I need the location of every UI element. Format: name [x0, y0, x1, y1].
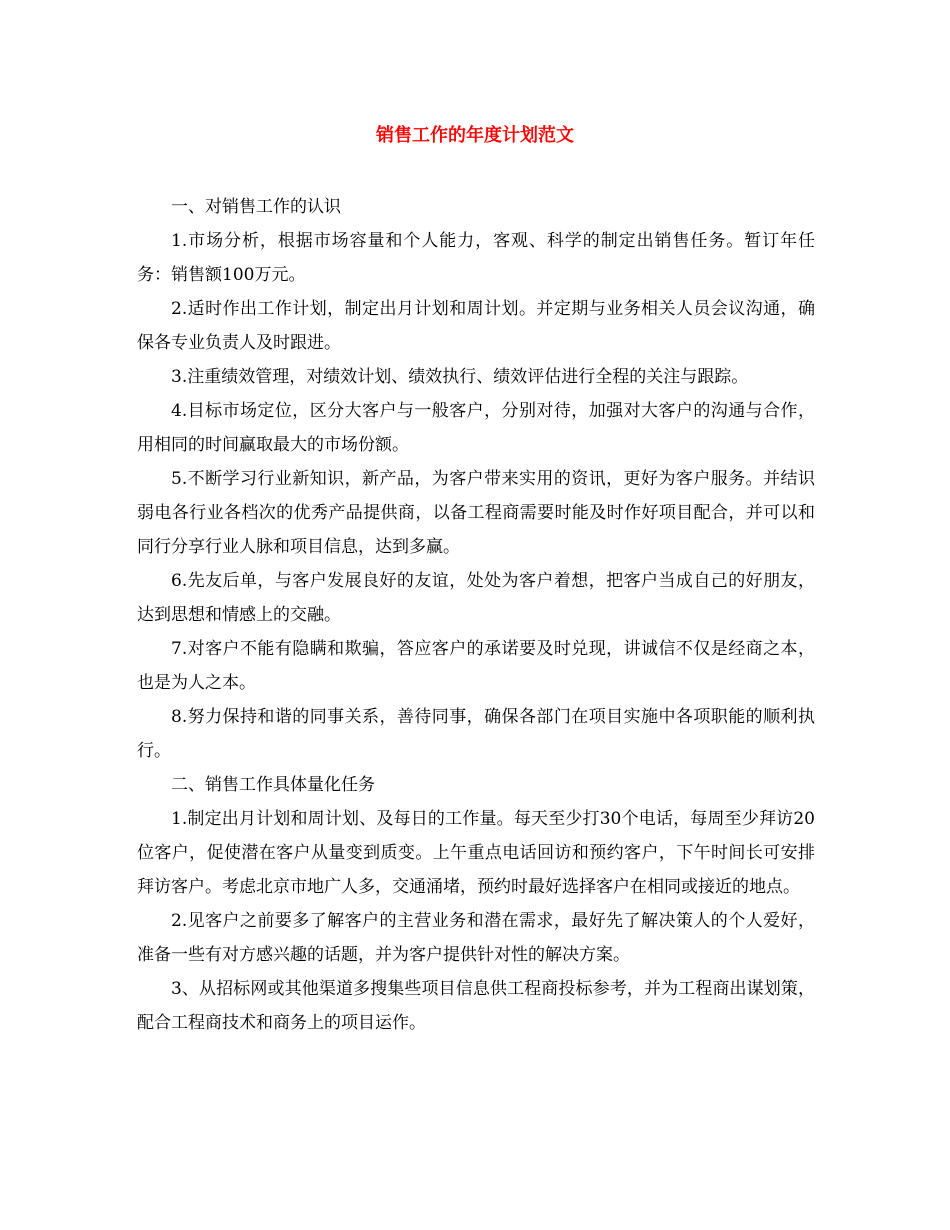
document-body [137, 190, 815, 1040]
paragraph-1-3: 3.注重绩效管理，对绩效计划、绩效执行、绩效评估进行全程的关注与跟踪。 [171, 367, 749, 387]
paragraph-1-4: 4.目标市场定位，区分大客户与一般客户，分别对待，加强对大客户的沟通与合作，用相同的时间赢取最大的市场份额。 [137, 401, 815, 455]
paragraph-1-7: 7.对客户不能有隐瞒和欺骗，答应客户的承诺要及时兑现，讲诚信不仅是经商之本，也是为人之本。 [137, 639, 815, 693]
section-heading-1: 一、对销售工作的认识 [171, 197, 341, 217]
paragraph-1-1: 1.市场分析，根据市场容量和个人能力，客观、科学的制定出销售任务。暂订年任务：销售额100万元。 [137, 231, 815, 285]
paragraph-1-6: 6.先友后单，与客户发展良好的友谊，处处为客户着想，把客户当成自己的好朋友，达到思想和情感上的交融。 [137, 571, 815, 625]
paragraph-1-5: 5.不断学习行业新知识，新产品，为客户带来实用的资讯，更好为客户服务。并结识弱电各行业各档次的优秀产品提供商，以备工程商需要时能及时作好项目配合，并可以和同行分享行业人脉和项目信息，达到多赢。 [137, 469, 815, 557]
document-title: 销售工作的年度计划范文 [376, 125, 574, 146]
paragraph-2-1: 1.制定出月计划和周计划、及每日的工作量。每天至少打30个电话，每周至少拜访20位客户，促使潜在客户从量变到质变。上午重点电话回访和预约客户，下午时间长可安排拜访客户。考虑北京市地广人多，交通涌堵，预约时最好选择客户在相同或接近的地点。 [137, 809, 815, 897]
paragraph-2-2: 2.见客户之前要多了解客户的主营业务和潜在需求，最好先了解决策人的个人爱好，准备一些有对方感兴趣的话题，并为客户提供针对性的解决方案。 [137, 911, 815, 965]
paragraph-1-8: 8.努力保持和谐的同事关系，善待同事，确保各部门在项目实施中各项职能的顺利执行。 [137, 707, 815, 761]
section-heading-2: 二、销售工作具体量化任务 [171, 775, 375, 795]
paragraph-2-3: 3、从招标网或其他渠道多搜集些项目信息供工程商投标参考，并为工程商出谋划策，配合工程商技术和商务上的项目运作。 [137, 979, 815, 1033]
paragraph-1-2: 2.适时作出工作计划，制定出月计划和周计划。并定期与业务相关人员会议沟通，确保各专业负责人及时跟进。 [137, 299, 815, 353]
